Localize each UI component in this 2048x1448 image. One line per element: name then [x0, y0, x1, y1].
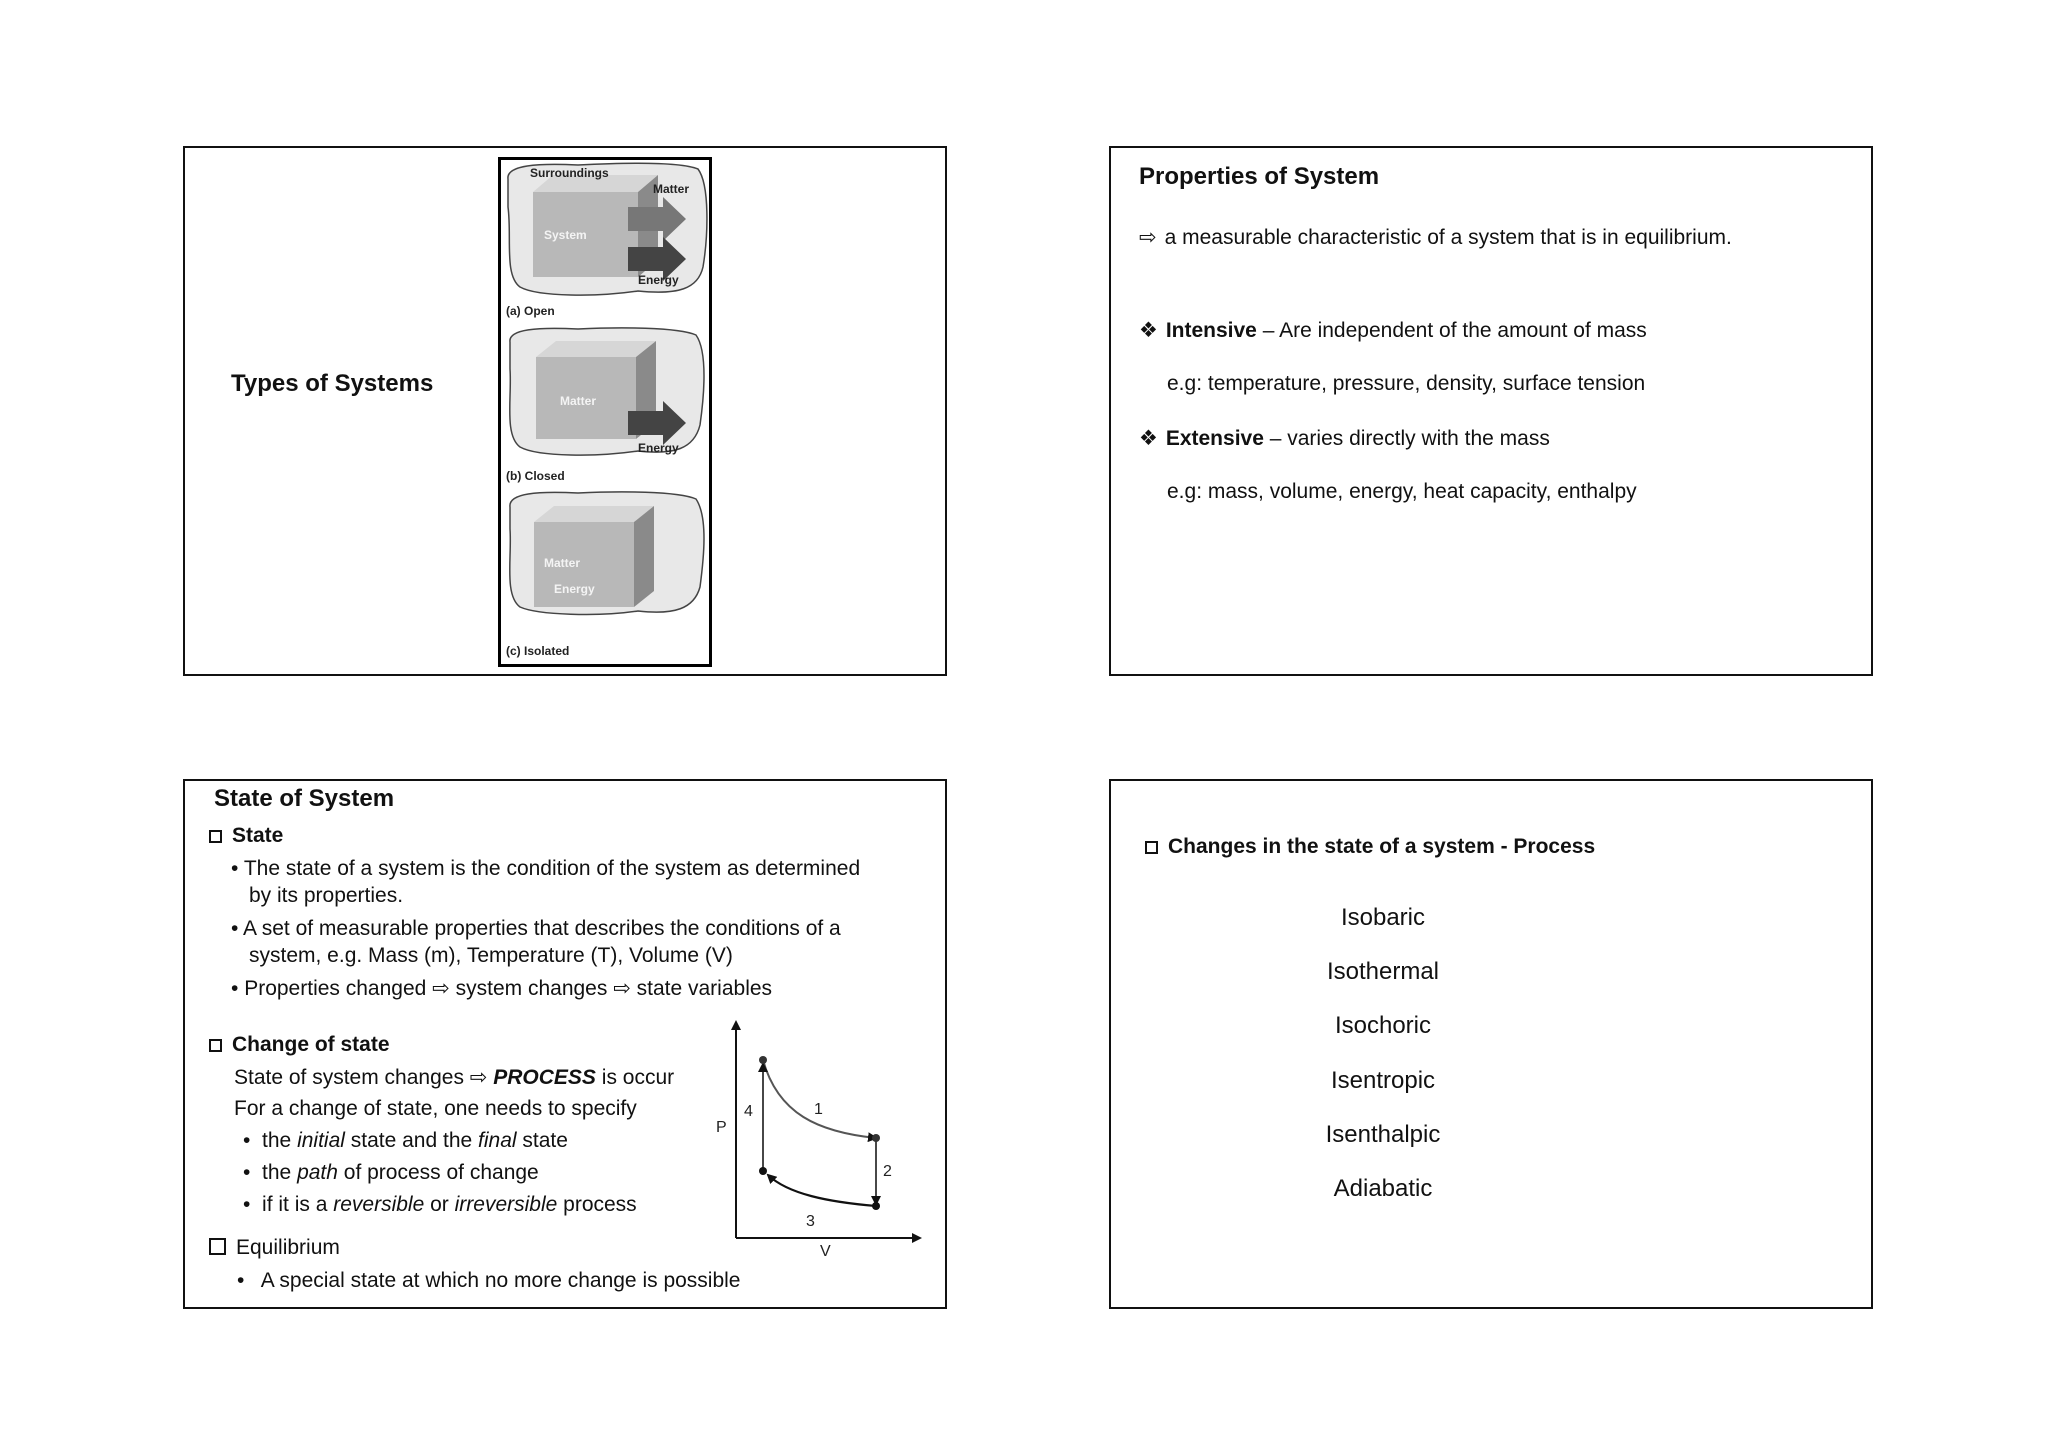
bullet-icon: •: [237, 1269, 245, 1292]
slide-title: Types of Systems: [231, 370, 434, 397]
path-3: [768, 1175, 876, 1206]
pv-diagram: [708, 1014, 928, 1256]
slide-state-of-system: [183, 779, 947, 1309]
extensive-example: e.g: mass, volume, energy, heat capacity, enthalpy: [1167, 480, 1637, 503]
arrow-icon: ⇨: [613, 977, 631, 1000]
checkbox-bullet-icon: [209, 1039, 222, 1052]
diamond-bullet-icon: ❖: [1139, 319, 1158, 342]
bullet-icon: •: [231, 917, 239, 940]
slide-title: State of System: [214, 785, 395, 812]
bullet-icon: •: [243, 1161, 251, 1184]
slide-title: Properties of System: [1139, 163, 1380, 190]
bullet-icon: •: [231, 977, 239, 1000]
bullet-icon: •: [231, 857, 239, 880]
bullet-icon: •: [243, 1129, 251, 1152]
process-isenthalpic: Isenthalpic: [1325, 1121, 1441, 1148]
state-bullet-2-cont: system, e.g. Mass (m), Temperature (T), Volume (V): [249, 944, 733, 967]
extensive-term: Extensive: [1165, 427, 1264, 450]
slide-process-types: [1109, 779, 1873, 1309]
state-bullet-1: • The state of a system is the condition of the system as determined: [231, 857, 861, 880]
surroundings-label: Surroundings: [530, 166, 609, 180]
state-point: [759, 1056, 767, 1064]
arrow-icon: ⇨: [1139, 226, 1157, 249]
change-line-1: State of system changes ⇨ PROCESS is occur: [234, 1066, 675, 1089]
arrow-icon: ⇨: [469, 1066, 488, 1089]
process-adiabatic: Adiabatic: [1333, 1175, 1433, 1202]
state-point: [872, 1134, 880, 1142]
intensive-line: ❖ Intensive – Are independent of the amount of mass: [1139, 319, 1647, 342]
state-bullet-3: • Properties changed ⇨ system changes ⇨ state variables: [231, 977, 773, 1000]
path-1: [763, 1060, 876, 1138]
closed-matter-label: Matter: [560, 394, 597, 408]
process-isothermal: Isothermal: [1326, 958, 1440, 985]
isolated-energy-label: Energy: [554, 582, 595, 596]
state-point: [872, 1202, 880, 1210]
matter-label: Matter: [653, 182, 690, 196]
open-caption: (a) Open: [506, 304, 555, 318]
path-label-4: 4: [744, 1103, 753, 1120]
process-isochoric: Isochoric: [1334, 1012, 1432, 1039]
extensive-line: ❖ Extensive – varies directly with the mass: [1139, 427, 1550, 450]
slide-types-of-systems: [183, 146, 947, 676]
state-heading: State: [209, 824, 283, 848]
v-axis-label: V: [820, 1243, 831, 1256]
intensive-term: Intensive: [1165, 319, 1257, 342]
definition-line: ⇨ a measurable characteristic of a system that is in equilibrium.: [1139, 226, 1732, 249]
system-types-figure: [498, 157, 712, 667]
state-point: [759, 1167, 767, 1175]
bullet-icon: •: [243, 1193, 251, 1216]
arrow-icon: ⇨: [432, 977, 450, 1000]
isolated-caption: (c) Isolated: [506, 644, 570, 658]
slide-properties-of-system: [1109, 146, 1873, 676]
equilibrium-bullet: • A special state at which no more change is possible: [237, 1269, 741, 1292]
change-sub-3: • if it is a reversible or irreversible process: [243, 1193, 637, 1216]
change-line-2: For a change of state, one needs to specify: [234, 1097, 637, 1120]
state-bullet-1-cont: by its properties.: [249, 884, 404, 907]
change-sub-1: • the initial state and the final state: [243, 1129, 568, 1152]
intensive-example: e.g: temperature, pressure, density, surface tension: [1167, 372, 1646, 395]
checkbox-bullet-icon: [209, 830, 222, 843]
checkbox-bullet-icon: [209, 1238, 226, 1255]
path-label-3: 3: [806, 1213, 815, 1230]
path-label-2: 2: [883, 1163, 892, 1180]
process-heading: Changes in the state of a system - Process: [1145, 835, 1595, 859]
process-isentropic: Isentropic: [1330, 1067, 1436, 1094]
path-label-1: 1: [814, 1101, 823, 1118]
isolated-matter-label: Matter: [544, 556, 581, 570]
change-sub-2: • the path of process of change: [243, 1161, 539, 1184]
system-label: System: [544, 228, 587, 242]
change-of-state-heading: Change of state: [209, 1033, 390, 1057]
diamond-bullet-icon: ❖: [1139, 427, 1158, 450]
closed-caption: (b) Closed: [506, 469, 565, 483]
p-axis-label: P: [716, 1119, 727, 1136]
energy-label: Energy: [638, 273, 679, 287]
closed-energy-label: Energy: [638, 441, 679, 455]
state-bullet-2: • A set of measurable properties that describes the conditions of a: [231, 917, 841, 940]
process-isobaric: Isobaric: [1340, 904, 1426, 931]
checkbox-bullet-icon: [1145, 841, 1158, 854]
equilibrium-heading: Equilibrium: [209, 1236, 340, 1260]
